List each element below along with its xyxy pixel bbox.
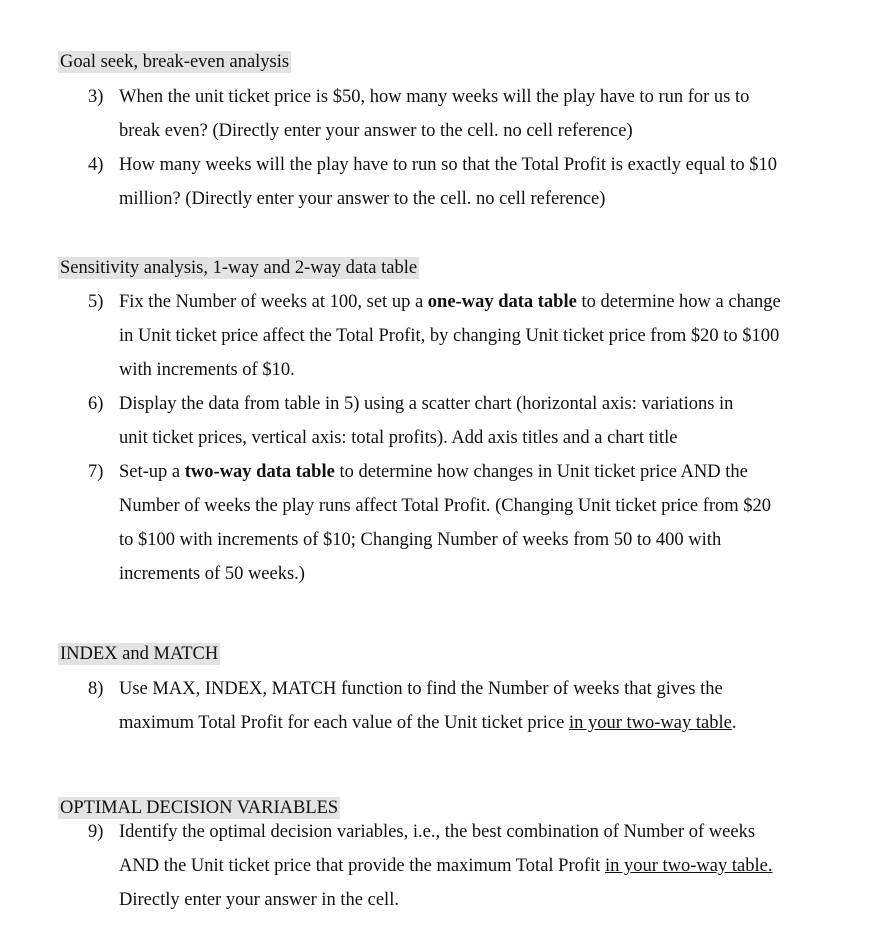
item-number: 9) [88,822,104,842]
text-line: Number of weeks the play runs affect Total Profit. (Changing Unit ticket price from $20 [119,496,772,516]
item-number: 7) [88,462,104,482]
text-line: to $100 with increments of $10; Changing Number of weeks from 50 to 400 with [119,530,722,550]
item-text [119,815,848,917]
underlined-phrase: in your two-way table. [604,856,773,876]
list-item-4 [88,148,848,216]
list-item-3 [88,80,848,148]
text-line: Identify the optimal decision variables, i.e., the best combination of Number of weeks [119,822,756,842]
list-item-5 [88,285,848,387]
item-text [119,455,848,591]
item-number: 4) [88,155,104,175]
text-line: increments of 50 weeks.) [119,564,305,584]
text-line: Directly enter your answer in the cell. [119,890,399,910]
underlined-phrase: in your two-way table [568,713,732,733]
list-item-6 [88,387,848,455]
section-heading-optimal-decision: OPTIMAL DECISION VARIABLES [60,798,339,818]
text-line: Use MAX, INDEX, MATCH function to find the Number of weeks that gives the [119,679,723,699]
text-line [119,285,848,319]
text-line: unit ticket prices, vertical axis: total profits). Add axis titles and a chart title [119,428,678,448]
text-segment: to determine how changes in Unit ticket price AND the [334,462,748,482]
list-item-8 [88,672,848,740]
text-segment: AND the Unit ticket price that provide the maximum Total Profit [119,856,605,876]
item-text [119,285,848,387]
text-segment: Fix the Number of weeks at 100, set up a [119,292,428,312]
text-line: with increments of $10. [119,360,295,380]
item-number: 6) [88,394,104,414]
text-line: million? (Directly enter your answer to the cell. no cell reference) [119,189,606,209]
text-segment: Set-up a [119,462,185,482]
section-heading-index-match: INDEX and MATCH [60,644,219,664]
item-text [119,80,848,148]
item-text [119,387,848,455]
section-heading-sensitivity: Sensitivity analysis, 1-way and 2-way data table [60,258,418,278]
item-text [119,148,848,216]
text-line: in Unit ticket price affect the Total Profit, by changing Unit ticket price from $20 to $100 [119,326,780,346]
text-line: Display the data from table in 5) using a scatter chart (horizontal axis: variations in [119,394,734,414]
list-item-7 [88,455,848,591]
text-line [119,849,848,883]
text-segment: maximum Total Profit for each value of the Unit ticket price [119,713,569,733]
item-number: 8) [88,679,104,699]
text-segment: to determine how a change [576,292,781,312]
section-heading-goal-seek: Goal seek, break-even analysis [60,52,290,72]
bold-term-two-way-data-table: two-way data table [184,462,335,482]
item-text [119,672,848,740]
text-line: break even? (Directly enter your answer to the cell. no cell reference) [119,121,633,141]
text-line: How many weeks will the play have to run so that the Total Profit is exactly equal to $10 [119,155,778,175]
list-item-9 [88,815,848,917]
text-line [119,455,848,489]
item-number: 3) [88,87,104,107]
item-number: 5) [88,292,104,312]
text-segment: . [731,713,737,733]
text-line: When the unit ticket price is $50, how many weeks will the play have to run for us to [119,87,750,107]
text-line [119,706,848,740]
bold-term-one-way-data-table: one-way data table [427,292,577,312]
